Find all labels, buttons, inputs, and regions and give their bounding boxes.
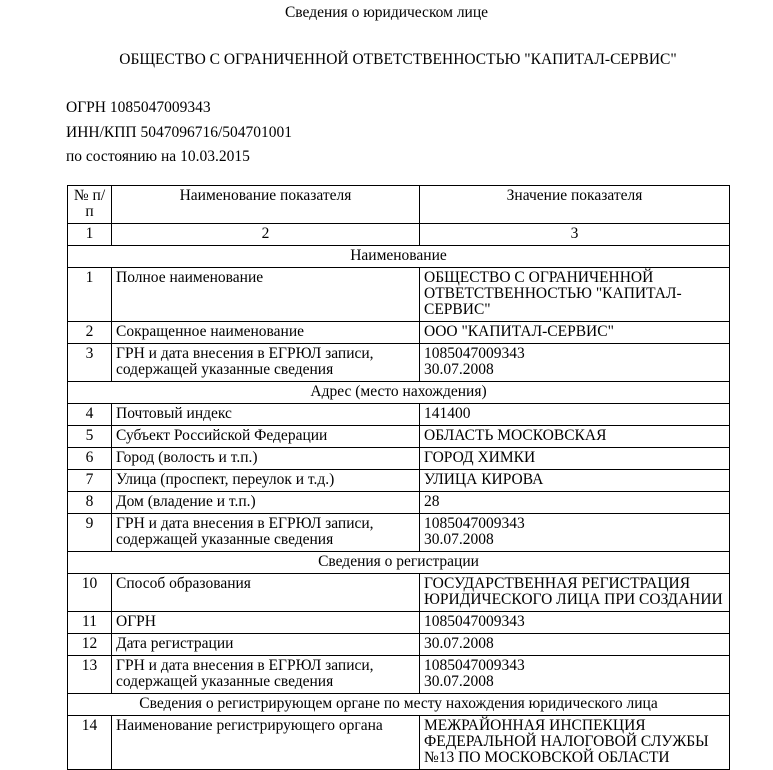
row-number: 1	[68, 268, 112, 322]
section-header-row	[68, 382, 730, 404]
row-number: 3	[68, 344, 112, 382]
row-indicator-value: 28	[420, 492, 730, 514]
row-indicator-name: Город (волость и т.п.)	[112, 448, 420, 470]
row-indicator-name: ГРН и дата внесения в ЕГРЮЛ записи, содержащей указанные сведения	[112, 656, 420, 694]
row-indicator-value: УЛИЦА КИРОВА	[420, 470, 730, 492]
row-indicator-value: ОБЩЕСТВО С ОГРАНИЧЕННОЙ ОТВЕТСТВЕННОСТЬЮ "КАПИТАЛ-СЕРВИС"	[420, 268, 730, 322]
row-indicator-name: Способ образования	[112, 574, 420, 612]
table-row	[68, 612, 730, 634]
row-number: 9	[68, 514, 112, 552]
table-row	[68, 426, 730, 448]
row-indicator-value: МЕЖРАЙОННАЯ ИНСПЕКЦИЯ ФЕДЕРАЛЬНОЙ НАЛОГОВОЙ СЛУЖБЫ №13 ПО МОСКОВСКОЙ ОБЛАСТИ	[420, 716, 730, 770]
row-indicator-value: ООО "КАПИТАЛ-СЕРВИС"	[420, 322, 730, 344]
table-row	[68, 716, 730, 770]
row-indicator-name: Улица (проспект, переулок и т.д.)	[112, 470, 420, 492]
row-indicator-value: ГОСУДАРСТВЕННАЯ РЕГИСТРАЦИЯ ЮРИДИЧЕСКОГО ЛИЦА ПРИ СОЗДАНИИ	[420, 574, 730, 612]
table-row	[68, 268, 730, 322]
row-number: 5	[68, 426, 112, 448]
section-header-row	[68, 246, 730, 268]
row-indicator-name: Субъект Российской Федерации	[112, 426, 420, 448]
row-indicator-value: ГОРОД ХИМКИ	[420, 448, 730, 470]
row-indicator-value: 1085047009343	[420, 612, 730, 634]
table-row	[68, 344, 730, 382]
table-row	[68, 470, 730, 492]
row-indicator-value: 1085047009343 30.07.2008	[420, 656, 730, 694]
table-row	[68, 448, 730, 470]
organization-name: ОБЩЕСТВО С ОГРАНИЧЕННОЙ ОТВЕТСТВЕННОСТЬЮ "КАПИТАЛ-СЕРВИС"	[119, 51, 677, 68]
section-title: Адрес (место нахождения)	[68, 382, 730, 404]
row-indicator-name: ГРН и дата внесения в ЕГРЮЛ записи, содержащей указанные сведения	[112, 514, 420, 552]
row-number: 2	[68, 322, 112, 344]
header-number: № п/п	[68, 186, 112, 224]
section-title: Наименование	[68, 246, 730, 268]
row-indicator-name: Полное наименование	[112, 268, 420, 322]
row-number: 10	[68, 574, 112, 612]
table-row	[68, 404, 730, 426]
row-number: 7	[68, 470, 112, 492]
table-header-row	[68, 186, 730, 224]
row-indicator-name: ГРН и дата внесения в ЕГРЮЛ записи, содержащей указанные сведения	[112, 344, 420, 382]
section-header-row	[68, 694, 730, 716]
document-title: Сведения о юридическом лице	[284, 4, 489, 21]
row-indicator-name: Наименование регистрирующего органа	[112, 716, 420, 770]
row-indicator-value: 141400	[420, 404, 730, 426]
section-title: Сведения о регистрирующем органе по месту нахождения юридического лица	[68, 694, 730, 716]
row-number: 11	[68, 612, 112, 634]
inn-kpp-line: ИНН/КПП 5047096716/504701001	[66, 124, 293, 141]
section-header-row	[68, 552, 730, 574]
row-indicator-value: ОБЛАСТЬ МОСКОВСКАЯ	[420, 426, 730, 448]
row-indicator-value: 30.07.2008	[420, 634, 730, 656]
ogrn-line: ОГРН 1085047009343	[66, 99, 211, 116]
row-indicator-name: Дата регистрации	[112, 634, 420, 656]
table-row	[68, 574, 730, 612]
column-number-2: 2	[112, 224, 420, 246]
row-indicator-name: ОГРН	[112, 612, 420, 634]
row-number: 14	[68, 716, 112, 770]
row-number: 13	[68, 656, 112, 694]
section-title: Сведения о регистрации	[68, 552, 730, 574]
row-number: 6	[68, 448, 112, 470]
registry-table-body	[68, 186, 730, 770]
column-number-3: 3	[420, 224, 730, 246]
row-number: 12	[68, 634, 112, 656]
row-indicator-name: Почтовый индекс	[112, 404, 420, 426]
row-indicator-value: 1085047009343 30.07.2008	[420, 514, 730, 552]
header-indicator-name: Наименование показателя	[112, 186, 420, 224]
table-row	[68, 656, 730, 694]
table-row	[68, 634, 730, 656]
column-number-1: 1	[68, 224, 112, 246]
as-of-date-line: по состоянию на 10.03.2015	[66, 148, 250, 165]
row-number: 4	[68, 404, 112, 426]
row-indicator-name: Дом (владение и т.п.)	[112, 492, 420, 514]
table-row	[68, 322, 730, 344]
table-row	[68, 514, 730, 552]
row-indicator-value: 1085047009343 30.07.2008	[420, 344, 730, 382]
row-number: 8	[68, 492, 112, 514]
column-number-row	[68, 224, 730, 246]
row-indicator-name: Сокращенное наименование	[112, 322, 420, 344]
registry-table	[67, 185, 730, 770]
table-row	[68, 492, 730, 514]
header-indicator-value: Значение показателя	[420, 186, 730, 224]
